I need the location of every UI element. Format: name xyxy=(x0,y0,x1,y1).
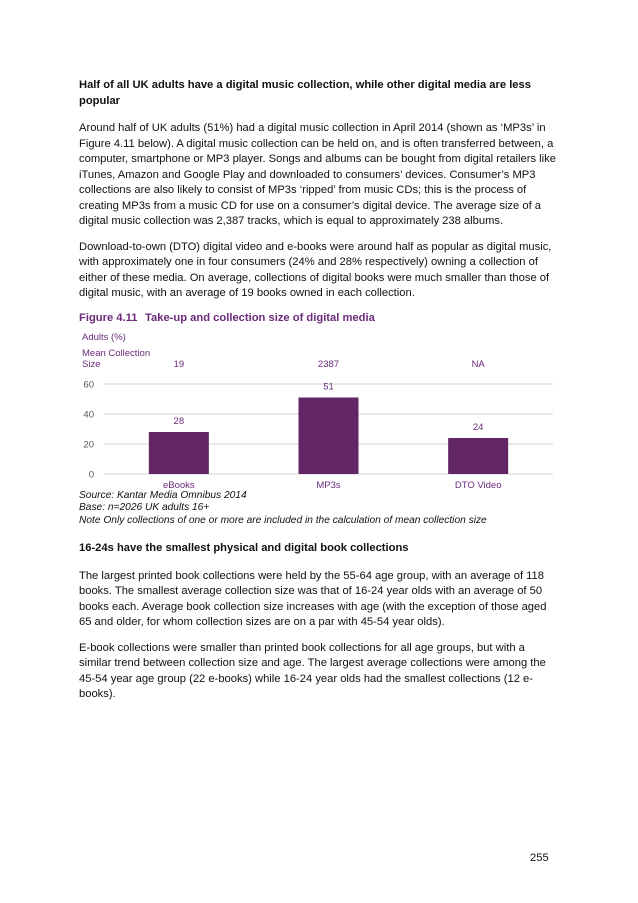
x-tick-label: DTO Video xyxy=(454,479,502,490)
source-line: Source: Kantar Media Omnibus 2014 xyxy=(79,489,247,501)
bar-chart xyxy=(79,330,557,490)
paragraph: Around half of UK adults (51%) had a digital music collection in April 2014 (shown as ‘MP3s’ in Figure 4.11 below). A digital music collection can be held on, and is often transferred between, a computer, smartphone or MP3 player. Songs and albums can be bought from digital retailers like iTunes, Amazon and Google Play and downloaded to consumers’ devices. Consumer’s MP3 collections are also likely to consist of MP3s ‘ripped’ from music CDs; this is the process of creating MP3s from a music CD for use on a consumer’s digital device. The average size of a digital music collection was 2,387 tracks, which is equal to approximately 238 albums. xyxy=(79,122,556,227)
data-label: 28 xyxy=(173,415,185,427)
chart-source-notes xyxy=(79,490,557,528)
y-axis-label: Adults (%) xyxy=(82,331,126,343)
section-heading: 16-24s have the smallest physical and digital book collections xyxy=(79,542,409,554)
data-label: 51 xyxy=(323,381,334,392)
y-tick-label: 0 xyxy=(88,469,94,480)
x-tick-label: eBooks xyxy=(162,479,195,490)
paragraph: E-book collections were smaller than printed book collections for all age groups, but with a similar trend between collection size and age. The largest average collections were among the 45-54 year age group (22 e-books) while 16-24 year olds had the smallest collections (12 e-books). xyxy=(79,641,546,700)
x-tick-label: MP3s xyxy=(316,479,341,490)
base-line: Base: n=2026 UK adults 16+ xyxy=(79,502,210,513)
y-tick-label: 40 xyxy=(83,409,94,420)
annotation-row-label: Size xyxy=(82,358,101,370)
paragraph: The largest printed book collections were held by the 55-64 age group, with an average of 118 books. The smallest average collection size was that of 16-24 year olds with an average of 50 books each. Average book collection size increases with age (with the exception of those aged 65 and older, for whom collection sizes are on a par with 45-54 year olds). xyxy=(79,569,547,628)
annotation-value: NA xyxy=(471,358,485,370)
bar xyxy=(448,438,508,474)
page-body xyxy=(79,78,557,713)
bar xyxy=(299,397,359,474)
bar xyxy=(149,432,209,474)
figure-caption xyxy=(79,312,557,324)
y-tick-label: 20 xyxy=(83,439,94,450)
note-line: Note Only collections of one or more are included in the calculation of mean collection size xyxy=(79,514,487,526)
annotation-row-label: Mean Collection xyxy=(82,347,151,359)
page-number: 255 xyxy=(530,852,549,864)
section-heading: Half of all UK adults have a digital music collection, while other digital media are less popular xyxy=(79,79,531,107)
annotation-value: 19 xyxy=(173,358,185,370)
chart-canvas xyxy=(79,330,557,490)
paragraph: Download-to-own (DTO) digital video and e-books were around half as popular as digital music, with approximately one in four consumers (24% and 28% respectively) owning a collection of either of these media. On average, collections of digital books were much smaller than those of digital music, with an average of 19 books owned in each collection. xyxy=(79,240,552,299)
figure-number: Figure 4.11 xyxy=(79,311,138,324)
annotation-value: 2387 xyxy=(317,358,340,370)
y-tick-label: 60 xyxy=(83,379,94,390)
figure-title: Take-up and collection size of digital media xyxy=(145,311,375,324)
data-label: 24 xyxy=(472,421,484,433)
